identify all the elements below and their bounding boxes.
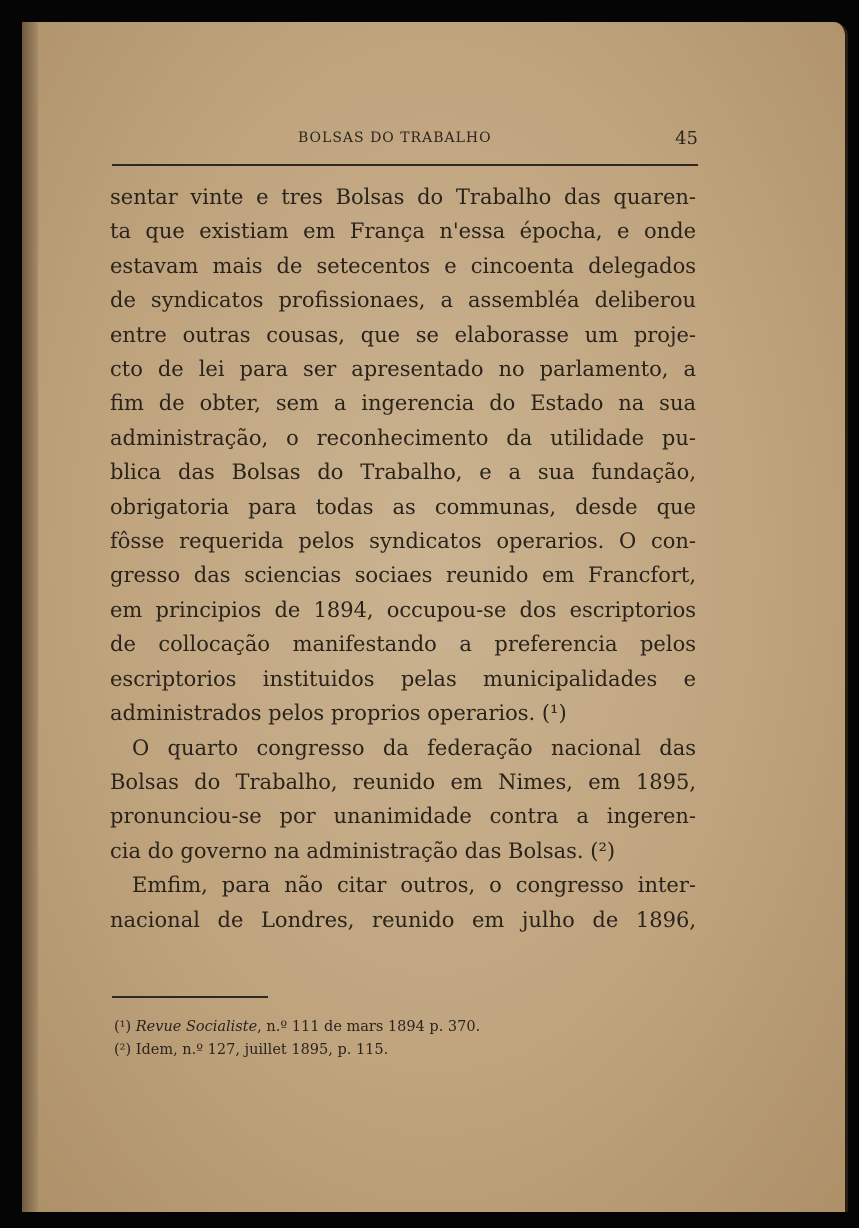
body-text bbox=[110, 180, 696, 937]
body-line: nacional de Londres, reunido em julho de 1896, bbox=[110, 907, 696, 932]
body-line: Emfim, para não citar outros, o congresso inter- bbox=[132, 873, 696, 898]
body-line: entre outras cousas, que se elaborasse um proje- bbox=[110, 322, 696, 347]
footnote-2-text: Idem, n.º 127, juillet 1895, p. 115. bbox=[135, 1042, 389, 1058]
running-header bbox=[112, 122, 700, 162]
footnote-2 bbox=[114, 1039, 674, 1062]
body-line: sentar vinte e tres Bolsas do Trabalho das quaren- bbox=[110, 185, 696, 209]
body-line: fôsse requerida pelos syndicatos operarios. O con- bbox=[110, 529, 696, 554]
book-page bbox=[22, 22, 848, 1212]
body-line: em principios de 1894, occupou-se dos escriptorios bbox=[110, 597, 696, 622]
body-line: fim de obter, sem a ingerencia do Estado na sua bbox=[110, 391, 696, 416]
footnotes bbox=[114, 1016, 674, 1062]
body-line: gresso das sciencias sociaes reunido em Francfort, bbox=[110, 563, 696, 588]
header-rule bbox=[112, 164, 698, 166]
footnote-2-mark: (²) bbox=[114, 1042, 132, 1058]
body-line: cto de lei para ser apresentado no parlamento, a bbox=[110, 357, 696, 382]
body-line: pronunciou-se por unanimidade contra a ingeren- bbox=[110, 804, 696, 829]
body-line: blica das Bolsas do Trabalho, e a sua fundação, bbox=[110, 460, 696, 485]
body-line: escriptorios instituidos pelas municipalidades e bbox=[110, 666, 696, 691]
body-line: O quarto congresso da federação nacional das bbox=[132, 735, 696, 760]
body-line: ta que existiam em França n'essa époch​a, e onde bbox=[110, 219, 696, 244]
footnote-1 bbox=[114, 1016, 674, 1039]
body-line: administrados pelos proprios operarios. (¹) bbox=[110, 701, 567, 726]
body-line: de syndicatos profissionaes, a assembléa deliberou bbox=[110, 288, 696, 313]
body-line: Bolsas do Trabalho, reunido em Nimes, em 1895, bbox=[110, 769, 696, 794]
running-header-title: BOLSAS DO TRABALHO bbox=[298, 130, 492, 146]
footnote-1-title: Revue Socialiste bbox=[135, 1019, 258, 1035]
footnote-rule bbox=[112, 996, 268, 998]
footnote-1-mark: (¹) bbox=[114, 1019, 132, 1035]
footnote-1-text: , n.º 111 de mars 1894 p. 370. bbox=[257, 1019, 481, 1035]
body-line: obrigatoria para todas as communas, desde que bbox=[110, 494, 696, 519]
body-line: estavam mais de setecentos e cincoenta delegados bbox=[110, 253, 696, 278]
page-gutter bbox=[22, 22, 38, 1212]
page-number: 45 bbox=[675, 128, 698, 149]
body-line: administração, o reconhecimento da utilidade pu- bbox=[110, 425, 696, 450]
body-line: de collocação manifestando a preferencia pelos bbox=[110, 632, 696, 657]
body-line: cia do governo na administração das Bolsas. (²) bbox=[110, 838, 616, 863]
